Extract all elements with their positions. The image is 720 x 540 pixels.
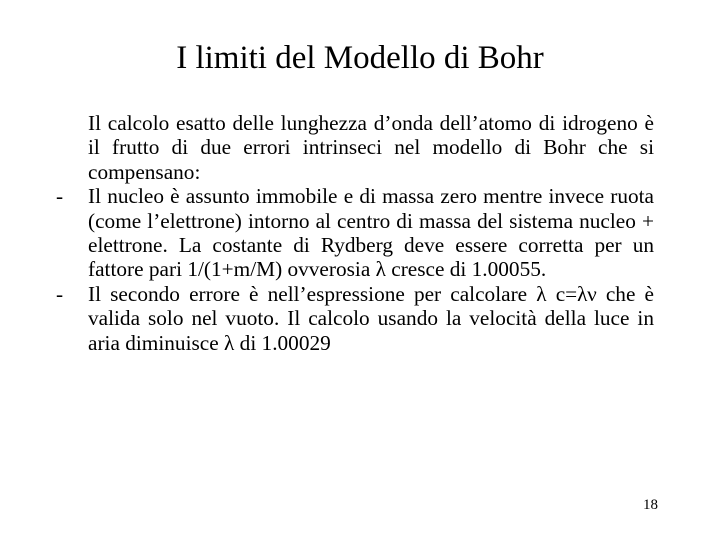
intro-paragraph bbox=[56, 111, 654, 184]
paragraph-text: Il secondo errore è nell’espressione per calcolare λ c=λν che è valida solo nel vuoto. Il calcolo usando la velocità della luce in aria diminuisce λ di 1.00029 bbox=[88, 281, 654, 355]
slide-body bbox=[56, 111, 654, 355]
bullet-item-light-speed bbox=[56, 282, 654, 355]
page-number: 18 bbox=[643, 497, 658, 513]
paragraph-text: Il nucleo è assunto immobile e di massa zero mentre invece ruota (come l’elettrone) intorno al centro di massa del sistema nucleo + elettrone. La costante di Rydberg deve essere corretta per un fattore pari 1/(1+m/M) ovverosia λ cresce di 1.00055. bbox=[88, 184, 654, 282]
bullet-marker: - bbox=[56, 184, 64, 209]
bullet-item-nucleus bbox=[56, 184, 654, 282]
slide-title: I limiti del Modello di Bohr bbox=[176, 40, 544, 76]
bullet-marker: - bbox=[56, 281, 64, 306]
paragraph-text: Il calcolo esatto delle lunghezza d’onda dell’atomo di idrogeno è il frutto di due errori intrinseci nel modello di Bohr che si compensano: bbox=[88, 111, 654, 184]
